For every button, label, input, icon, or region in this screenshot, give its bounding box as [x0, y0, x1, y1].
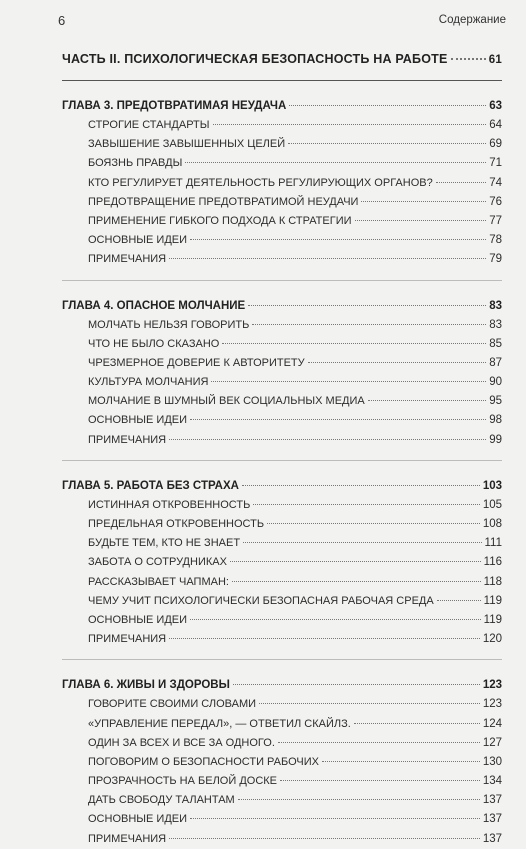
dot-leader: [322, 761, 480, 762]
entry-page: 98: [489, 414, 502, 427]
entry-title: ПРИМЕЧАНИЯ: [88, 832, 167, 845]
entry-title: ПРЕДЕЛЬНАЯ ОТКРОВЕННОСТЬ: [88, 518, 265, 530]
toc-entry[interactable]: [62, 772, 502, 791]
dot-leader: [185, 162, 486, 163]
entry-title: ОСНОВНЫЕ ИДЕИ: [88, 613, 188, 626]
entry-page: 119: [483, 594, 502, 607]
entry-page: 76: [489, 195, 502, 208]
entry-page: 99: [489, 433, 502, 446]
chapter-heading[interactable]: [62, 676, 502, 695]
dot-leader: [288, 143, 486, 144]
chapter-divider: [62, 659, 502, 660]
entry-title: ПРОЗРАЧНОСТЬ НА БЕЛОЙ ДОСКЕ: [88, 775, 278, 788]
entry-title: ГОВОРИТЕ СВОИМИ СЛОВАМИ: [88, 698, 257, 711]
entry-title: КУЛЬТУРА МОЛЧАНИЯ: [88, 376, 209, 389]
entry-page: 71: [489, 157, 502, 170]
toc-entry[interactable]: [62, 810, 502, 829]
chapter-title: ГЛАВА 6. ЖИВЫ И ЗДОРОВЫ: [62, 679, 230, 692]
toc-entry[interactable]: [62, 515, 502, 534]
dot-leader: [230, 561, 481, 562]
entry-page: 105: [482, 498, 502, 511]
dot-leader: [232, 581, 481, 582]
dot-leader: [289, 105, 486, 106]
chapter-heading[interactable]: [62, 97, 502, 116]
entry-title: ЧРЕЗМЕРНОЕ ДОВЕРИЕ К АВТОРИТЕТУ: [88, 356, 305, 369]
entry-title: МОЛЧАТЬ НЕЛЬЗЯ ГОВОРИТЬ: [88, 318, 250, 331]
dot-leader: [169, 638, 480, 639]
entry-page: 118: [483, 575, 502, 588]
dot-leader: [278, 742, 480, 743]
toc-entry[interactable]: [62, 630, 502, 649]
entry-title: СТРОГИЕ СТАНДАРТЫ: [88, 119, 210, 131]
chapter-divider: [62, 280, 502, 281]
entry-page: 111: [484, 537, 502, 550]
toc-entry[interactable]: [62, 373, 502, 392]
chapter-heading[interactable]: [62, 477, 502, 496]
entry-title: ОСНОВНЫЕ ИДЕИ: [88, 813, 188, 826]
entry-title: РАССКАЗЫВАЕТ ЧАПМАН:: [88, 575, 229, 588]
chapter-block: [62, 676, 502, 849]
entry-page: 74: [489, 176, 502, 189]
dot-leader: [354, 723, 480, 724]
part-heading[interactable]: [62, 52, 502, 81]
entry-title: ИСТИННАЯ ОТКРОВЕННОСТЬ: [88, 498, 251, 511]
dot-leader: [368, 400, 486, 401]
entry-title: ПРИМЕЧАНИЯ: [88, 253, 167, 266]
dot-leader: [253, 504, 480, 505]
toc-entry[interactable]: [62, 335, 502, 354]
dot-leader: [222, 343, 486, 344]
chapter-page: 123: [482, 679, 502, 692]
entry-page: 124: [482, 717, 502, 730]
toc-entry[interactable]: [62, 592, 502, 611]
entry-page: 90: [489, 376, 502, 389]
entry-page: 137: [482, 794, 502, 807]
entry-page: 108: [482, 518, 502, 530]
dot-leader: [211, 381, 486, 382]
chapter-title: ГЛАВА 5. РАБОТА БЕЗ СТРАХА: [62, 479, 239, 492]
chapter-title: ГЛАВА 4. ОПАСНОЕ МОЛЧАНИЕ: [62, 299, 246, 312]
chapter-block: [62, 97, 502, 281]
entry-page: 78: [489, 234, 502, 247]
toc-entry[interactable]: [62, 316, 502, 335]
chapter-page: 83: [489, 299, 502, 312]
toc-entry[interactable]: [62, 553, 502, 572]
toc-entry[interactable]: [62, 573, 502, 592]
entry-title: ЗАБОТА О СОТРУДНИКАХ: [88, 556, 227, 569]
entry-page: 134: [482, 775, 502, 788]
entry-title: КТО РЕГУЛИРУЕТ ДЕЯТЕЛЬНОСТЬ РЕГУЛИРУЮЩИХ ОРГАНОВ?: [88, 176, 433, 189]
dot-leader: [308, 362, 487, 363]
entry-page: 83: [489, 318, 502, 331]
dot-leader: [169, 439, 486, 440]
table-of-contents: [62, 52, 502, 849]
dot-leader: [280, 780, 480, 781]
entry-page: 137: [482, 832, 502, 845]
dot-leader: [233, 684, 480, 685]
entry-title: БОЯЗНЬ ПРАВДЫ: [88, 157, 183, 170]
entry-title: ПОГОВОРИМ О БЕЗОПАСНОСТИ РАБОЧИХ: [88, 755, 319, 768]
entry-page: 130: [482, 755, 502, 768]
toc-entry[interactable]: [62, 611, 502, 630]
toc-entry[interactable]: [62, 154, 502, 173]
toc-entry[interactable]: [62, 193, 502, 212]
toc-entry[interactable]: [62, 496, 502, 515]
entry-page: 69: [489, 138, 502, 151]
entry-title: ЧЕМУ УЧИТ ПСИХОЛОГИЧЕСКИ БЕЗОПАСНАЯ РАБОЧАЯ СРЕДА: [88, 594, 434, 607]
entry-title: ПРИМЕЧАНИЯ: [88, 633, 167, 646]
toc-entry[interactable]: [62, 174, 502, 193]
dot-leader: [437, 600, 481, 601]
dot-leader: [361, 201, 486, 202]
chapter-list: [62, 97, 502, 849]
dot-leader: [259, 703, 480, 704]
part-page: 61: [488, 54, 502, 66]
toc-entry[interactable]: [62, 753, 502, 772]
toc-entry[interactable]: [62, 830, 502, 849]
dot-leader: [248, 305, 486, 306]
entry-title: ПРИМЕНЕНИЕ ГИБКОГО ПОДХОДА К СТРАТЕГИИ: [88, 214, 352, 227]
chapter-block: [62, 297, 502, 461]
entry-title: ПРЕДОТВРАЩЕНИЕ ПРЕДОТВРАТИМОЙ НЕУДАЧИ: [88, 195, 359, 208]
toc-entry[interactable]: [62, 392, 502, 411]
dot-leader: [355, 220, 487, 221]
dot-leader: [169, 258, 486, 259]
dot-leader: [169, 838, 480, 839]
entry-title: ОСНОВНЫЕ ИДЕИ: [88, 234, 188, 247]
entry-page: 95: [489, 395, 502, 408]
entry-title: ЗАВЫШЕНИЕ ЗАВЫШЕННЫХ ЦЕЛЕЙ: [88, 138, 286, 151]
toc-entry[interactable]: [62, 231, 502, 250]
toc-entry[interactable]: [62, 534, 502, 553]
entry-page: 123: [482, 698, 502, 711]
dot-leader: [451, 58, 486, 60]
entry-title: МОЛЧАНИЕ В ШУМНЫЙ ВЕК СОЦИАЛЬНЫХ МЕДИА: [88, 395, 365, 408]
dot-leader: [242, 485, 480, 486]
dot-leader: [190, 419, 486, 420]
dot-leader: [190, 239, 486, 240]
toc-entry[interactable]: [62, 791, 502, 810]
entry-page: 77: [489, 214, 502, 227]
dot-leader: [267, 523, 480, 524]
dot-leader: [213, 124, 487, 125]
chapter-block: [62, 477, 502, 661]
entry-page: 85: [489, 337, 502, 350]
toc-entry[interactable]: [62, 212, 502, 231]
entry-page: 127: [482, 736, 502, 749]
toc-entry[interactable]: [62, 250, 502, 269]
entry-page: 116: [483, 556, 502, 569]
entry-title: ЧТО НЕ БЫЛО СКАЗАНО: [88, 337, 220, 350]
toc-entry[interactable]: [62, 734, 502, 753]
entry-title: БУДЬТЕ ТЕМ, КТО НЕ ЗНАЕТ: [88, 537, 241, 550]
toc-entry[interactable]: [62, 431, 502, 450]
toc-entry[interactable]: [62, 135, 502, 154]
entry-page: 137: [482, 813, 502, 826]
entry-page: 120: [482, 633, 502, 646]
entry-page: 64: [489, 119, 502, 131]
entry-page: 87: [489, 356, 502, 369]
chapter-heading[interactable]: [62, 297, 502, 316]
part-title: ЧАСТЬ II. ПСИХОЛОГИЧЕСКАЯ БЕЗОПАСНОСТЬ НА РАБОТЕ: [62, 52, 448, 66]
chapter-page: 63: [489, 100, 502, 112]
chapter-divider: [62, 460, 502, 461]
chapter-page: 103: [482, 479, 502, 492]
dot-leader: [243, 542, 481, 543]
toc-entry[interactable]: [62, 695, 502, 714]
chapter-title: ГЛАВА 3. ПРЕДОТВРАТИМАЯ НЕУДАЧА: [62, 100, 287, 112]
entry-title: ПРИМЕЧАНИЯ: [88, 433, 167, 446]
entry-page: 119: [483, 613, 502, 626]
dot-leader: [190, 619, 481, 620]
entry-title: «УПРАВЛЕНИЕ ПЕРЕДАЛ», — ОТВЕТИЛ СКАЙЛЗ.: [88, 717, 351, 730]
toc-entry[interactable]: [62, 715, 502, 734]
page-number: 6: [58, 13, 66, 28]
entry-title: ДАТЬ СВОБОДУ ТАЛАНТАМ: [88, 794, 235, 807]
running-head: Содержание: [438, 14, 506, 26]
dot-leader: [252, 324, 486, 325]
toc-entry[interactable]: [62, 354, 502, 373]
entry-page: 79: [489, 253, 502, 266]
entry-title: ОДИН ЗА ВСЕХ И ВСЕ ЗА ОДНОГО.: [88, 736, 275, 749]
entry-title: ОСНОВНЫЕ ИДЕИ: [88, 414, 188, 427]
dot-leader: [190, 818, 480, 819]
toc-entry[interactable]: [62, 116, 502, 135]
toc-entry[interactable]: [62, 411, 502, 430]
dot-leader: [436, 182, 486, 183]
